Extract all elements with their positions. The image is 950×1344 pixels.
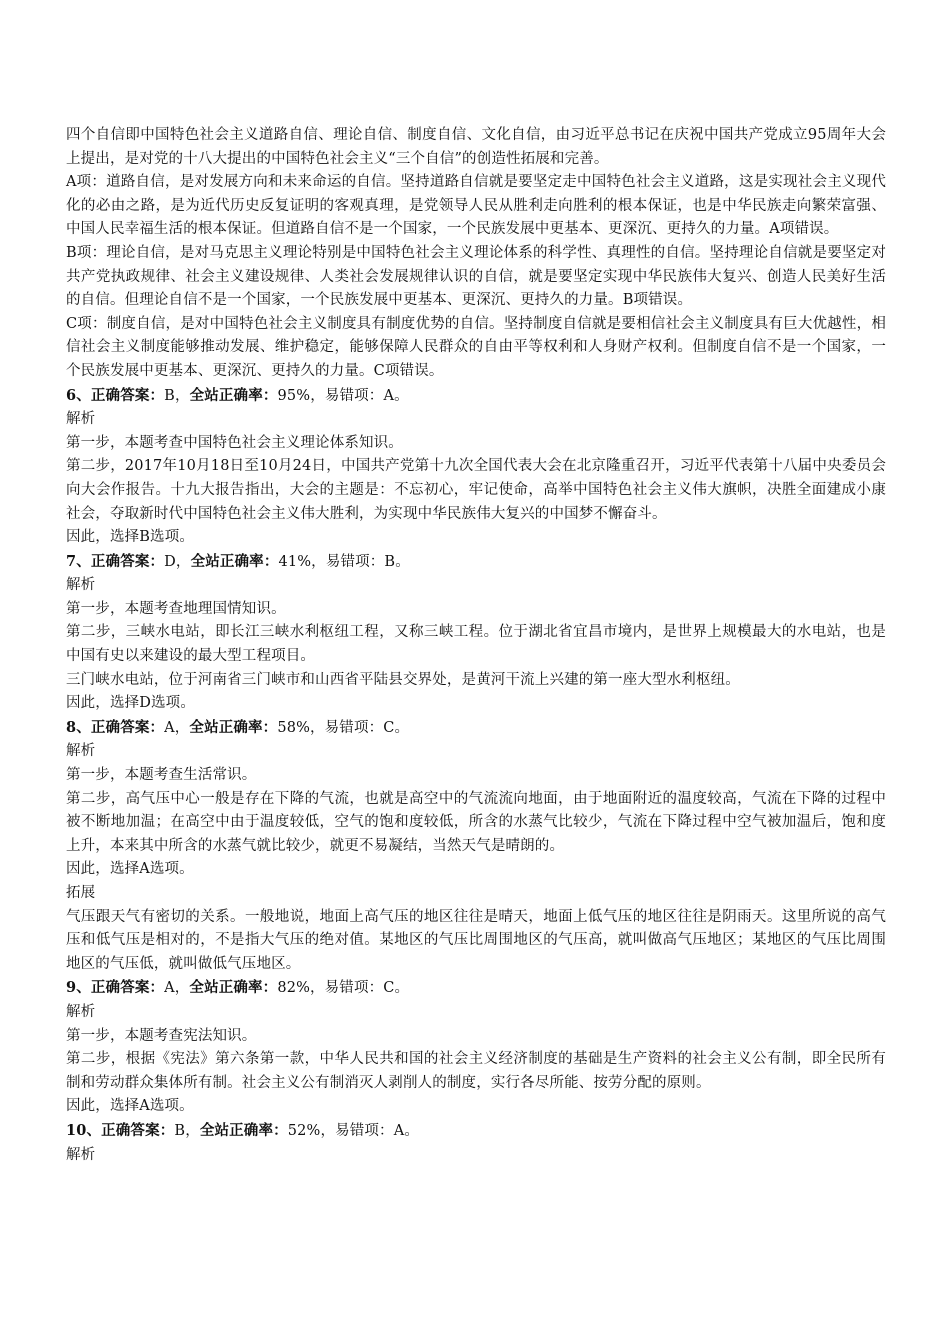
q7-rate: 41%，易错项：B。 xyxy=(278,553,410,570)
q7-step2-extra: 三门峡水电站，位于河南省三门峡市和山西省平陆县交界处，是黄河干流上兴建的第一座大型水利枢纽。 xyxy=(66,671,740,688)
q9-rate: 82%，易错项：C。 xyxy=(277,980,410,997)
q7-step1: 第一步，本题考查地理国情知识。 xyxy=(66,600,286,617)
q9-step1: 第一步，本题考查宪法知识。 xyxy=(66,1027,257,1044)
q6-rate: 95%，易错项：A。 xyxy=(277,387,409,404)
q9-conclusion: 因此，选择A选项。 xyxy=(66,1098,194,1115)
q8-number: 8、正确答案： xyxy=(66,718,165,736)
q9-rate-label: 全站正确率： xyxy=(189,979,278,997)
q10-number: 10、正确答案： xyxy=(66,1121,175,1139)
q7-answer: D， xyxy=(164,553,191,570)
q6-conclusion: 因此，选择B选项。 xyxy=(66,529,195,546)
intro-paragraph: 四个自信即中国特色社会主义道路自信、理论自信、制度自信、文化自信，由习近平总书记在庆祝中国共产党成立95周年大会上提出，是对党的十八大提出的中国特色社会主义“三个自信”的创造性拓展和完善。 xyxy=(66,127,886,167)
q7-rate-label: 全站正确率： xyxy=(190,552,279,570)
q6-answer: B， xyxy=(164,387,190,404)
q10-jiexi-heading: 解析 xyxy=(66,1146,96,1163)
q7-step2: 第二步，三峡水电站，即长江三峡水利枢纽工程，又称三峡工程。位于湖北省宜昌市境内，是世界上规模最大的水电站，也是中国有史以来建设的最大型工程项目。 xyxy=(66,624,886,665)
document-page xyxy=(66,124,886,1167)
q6-answer-line xyxy=(66,384,886,409)
q7-conclusion: 因此，选择D选项。 xyxy=(66,695,195,712)
q9-number: 9、正确答案： xyxy=(66,979,165,997)
q8-step1: 第一步，本题考查生活常识。 xyxy=(66,767,257,784)
q7-number: 7、正确答案： xyxy=(66,552,165,570)
q10-answer-line xyxy=(66,1119,886,1144)
option-a-explanation: A项：道路自信，是对发展方向和未来命运的自信。坚持道路自信就是要坚定走中国特色社会主义道路，这是实现社会主义现代化的必由之路，是为近代历史反复证明的客观真理，是党领导人民从胜利走向胜利的根本保证，也是中华民族走向繁荣富强、中国人民幸福生活的根本保证。但道路自信不是一个国家，一个民族发展中更基本、更深沉、更持久的力量。A项错误。 xyxy=(66,174,886,238)
q8-answer: A， xyxy=(164,719,190,736)
q8-jiexi-heading: 解析 xyxy=(66,743,96,760)
option-b-explanation: B项：理论自信，是对马克思主义理论特别是中国特色社会主义理论体系的科学性、真理性的自信。坚持理论自信就是要坚定对共产党执政规律、社会主义建设规律、人类社会发展规律认识的自信，就是要坚定实现中华民族伟大复兴、创造人民美好生活的自信。但理论自信不是一个国家，一个民族发展中更基本、更深沉、更持久的力量。B项错误。 xyxy=(66,244,886,309)
q8-rate-label: 全站正确率： xyxy=(189,718,278,736)
q9-jiexi-heading: 解析 xyxy=(66,1003,96,1020)
q7-jiexi-heading: 解析 xyxy=(66,577,96,594)
q6-number: 6、正确答案： xyxy=(66,386,165,404)
q8-extension-heading: 拓展 xyxy=(66,885,96,901)
q10-rate: 52%，易错项：A。 xyxy=(287,1122,419,1139)
q6-step1: 第一步，本题考查中国特色社会主义理论体系知识。 xyxy=(66,434,403,451)
q8-extension-text: 气压跟天气有密切的关系。一般地说，地面上高气压的地区往往是晴天，地面上低气压的地区往往是阴雨天。这里所说的高气压和低气压是相对的，不是指大气压的绝对值。某地区的气压比周围地区的气压高，就叫做高气压地区；某地区的气压比周围地区的气压低，就叫做低气压地区。 xyxy=(66,908,886,972)
q6-rate-label: 全站正确率： xyxy=(189,386,278,404)
q10-rate-label: 全站正确率： xyxy=(199,1121,288,1139)
q10-answer: B， xyxy=(174,1122,200,1139)
q8-rate: 58%，易错项：C。 xyxy=(277,719,410,736)
q8-step2: 第二步，高气压中心一般是存在下降的气流，也就是高空中的气流流向地面，由于地面附近的温度较高，气流在下降的过程中被不断地加温；在高空中由于温度较低，空气的饱和度较低，所含的水蒸气比较少，气流在下降过程中空气被加温后，饱和度上升，本来其中所含的水蒸气就比较少，就更不易凝结，当然天气是晴朗的。 xyxy=(66,790,886,854)
q6-step2: 第二步，2017年10月18日至10月24日，中国共产党第十九次全国代表大会在北京隆重召开，习近平代表第十八届中央委员会向大会作报告。十九大报告指出，大会的主题是：不忘初心，牢记使命，高举中国特色社会主义伟大旗帜，决胜全面建成小康社会，夺取新时代中国特色社会主义伟大胜利，为实现中华民族伟大复兴的中国梦不懈奋斗。 xyxy=(66,458,886,522)
q8-conclusion: 因此，选择A选项。 xyxy=(66,861,194,878)
q8-answer-line xyxy=(66,716,886,741)
q7-answer-line xyxy=(66,550,886,575)
q6-jiexi-heading: 解析 xyxy=(66,411,96,428)
option-c-explanation: C项：制度自信，是对中国特色社会主义制度具有制度优势的自信。坚持制度自信就是要相信社会主义制度具有巨大优越性，相信社会主义制度能够推动发展、维护稳定，能够保障人民群众的自由平等权利和人身财产权利。但制度自信不是一个国家，一个民族发展中更基本、更深沉、更持久的力量。C项错误。 xyxy=(66,315,886,379)
q9-answer-line xyxy=(66,976,886,1001)
q9-step2: 第二步，根据《宪法》第六条第一款，中华人民共和国的社会主义经济制度的基础是生产资料的社会主义公有制，即全民所有制和劳动群众集体所有制。社会主义公有制消灭人剥削人的制度，实行各尽所能、按劳分配的原则。 xyxy=(66,1051,886,1091)
q9-answer: A， xyxy=(164,980,190,997)
